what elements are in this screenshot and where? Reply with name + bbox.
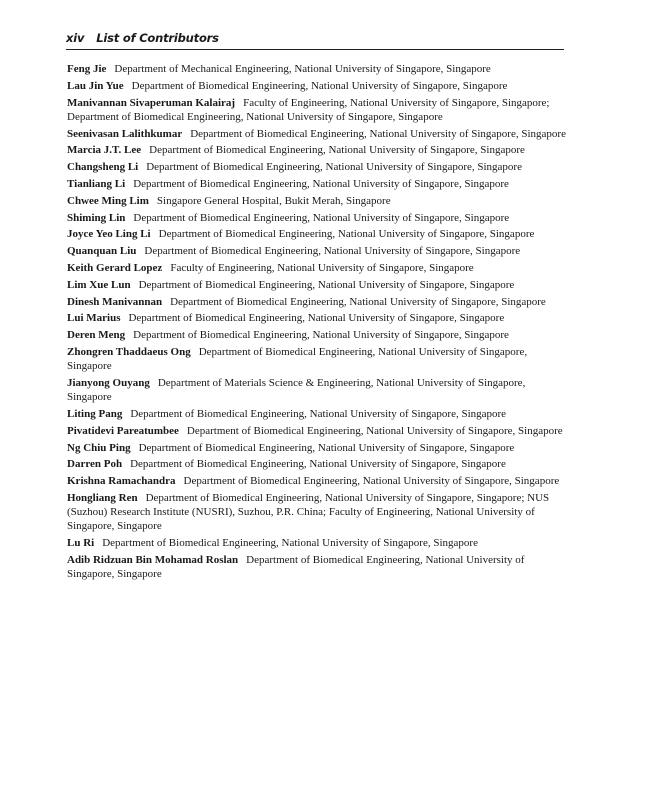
contributor-entry [67, 143, 567, 157]
contributor-entry [67, 536, 567, 550]
contributor-entry [67, 295, 567, 309]
contributor-name: Lui Marius [67, 312, 121, 325]
page-number: xiv [66, 31, 85, 45]
contributor-affiliation: Department of Biomedical Engineering, National University of Singapore, Singapore [130, 407, 507, 420]
contributor-entry [67, 553, 567, 581]
contributor-name: Lau Jin Yue [67, 79, 124, 92]
contributor-entry [67, 278, 567, 292]
contributor-name: Quanquan Liu [67, 245, 137, 258]
contributor-name: Darren Poh [67, 458, 123, 471]
contributor-name: Joyce Yeo Ling Li [67, 228, 151, 241]
contributor-entry [67, 474, 567, 488]
contributor-affiliation: Department of Materials Science & Engineering, National University of Singapore, Singapore [67, 376, 526, 404]
contributor-affiliation: Department of Mechanical Engineering, National University of Singapore, Singapore [114, 63, 491, 75]
contributor-affiliation: Department of Biomedical Engineering, National University of Singapore, Singapore [144, 245, 521, 258]
contributor-name: Zhongren Thaddaeus Ong [67, 345, 191, 358]
contributor-name: Lu Ri [67, 537, 95, 550]
contributor-entry [67, 424, 567, 438]
contributor-entry [67, 407, 567, 421]
contributor-affiliation: Department of Biomedical Engineering, National University of Singapore, Singapore [67, 553, 525, 581]
contributor-entry [67, 227, 567, 241]
contributor-affiliation: Singapore General Hospital, Bukit Merah, Singapore [156, 194, 391, 207]
contributor-affiliation: Department of Biomedical Engineering, National University of Singapore, Singapore [128, 312, 505, 325]
contributor-entry [67, 244, 567, 258]
contributor-affiliation: Department of Biomedical Engineering, National University of Singapore, Singapore [131, 79, 508, 92]
contributor-affiliation: Department of Biomedical Engineering, National University of Singapore, Singapore [149, 144, 525, 157]
contributor-affiliation: Department of Biomedical Engineering, National University of Singapore, Singapore [183, 475, 560, 488]
contributor-name: Liting Pang [67, 407, 123, 420]
contributor-entry [67, 311, 567, 325]
contributor-name: Hongliang Ren [67, 491, 138, 504]
contributor-name: Lim Xue Lun [67, 278, 131, 291]
contributor-entry [67, 345, 567, 373]
contributor-entry [67, 457, 567, 471]
contributor-affiliation: Department of Biomedical Engineering, National University of Singapore, Singapore [133, 177, 509, 190]
contributor-name: Marcia J.T. Lee [67, 144, 142, 157]
header-rule [66, 49, 564, 50]
contributor-entry [67, 62, 567, 76]
contributor-entry [67, 211, 567, 225]
contributor-affiliation: Department of Biomedical Engineering, National University of Singapore, Singapore [102, 537, 478, 550]
contributor-name: Manivannan Sivaperuman Kalairaj [67, 96, 236, 109]
contributor-entry [67, 96, 567, 124]
contributor-name: Ng Chiu Ping [67, 441, 131, 454]
contributor-name: Adib Ridzuan Bin Mohamad Roslan [67, 553, 239, 566]
contributor-entry [67, 79, 567, 93]
contributor-entry [67, 194, 567, 208]
contributor-affiliation: Department of Biomedical Engineering, National University of Singapore, Singapore [158, 228, 535, 241]
contributor-name: Keith Gerard Lopez [67, 261, 163, 274]
contributor-name: Krishna Ramachandra [67, 475, 176, 488]
running-head [66, 31, 564, 45]
contributor-name: Deren Meng [67, 329, 126, 342]
contributor-list [67, 62, 567, 584]
contributor-entry [67, 177, 567, 191]
contributor-entry [67, 127, 567, 141]
contributor-entry [67, 261, 567, 275]
contributor-name: Seenivasan Lalithkumar [67, 127, 183, 140]
contributor-name: Tianliang Li [67, 177, 126, 190]
contributor-name: Jianyong Ouyang [67, 376, 150, 389]
contributor-affiliation: Department of Biomedical Engineering, National University of Singapore, Singapore [138, 278, 515, 291]
contributor-entry [67, 376, 567, 404]
contributor-name: Chwee Ming Lim [67, 194, 149, 207]
contributor-entry [67, 160, 567, 174]
contributor-name: Changsheng Li [67, 161, 139, 174]
contributor-affiliation: Faculty of Engineering, National University of Singapore, Singapore [170, 261, 474, 274]
contributor-affiliation: Department of Biomedical Engineering, National University of Singapore, Singapore [133, 329, 509, 342]
contributor-affiliation: Department of Biomedical Engineering, National University of Singapore, Singapore [146, 161, 522, 174]
contributor-entry [67, 328, 567, 342]
contributor-affiliation: Department of Biomedical Engineering, National University of Singapore, Singapore [133, 211, 510, 224]
contributor-affiliation: Faculty of Engineering, National University of Singapore, Singapore; Department of Biomedical Engineering, National University of Singapore, Singapore [67, 96, 550, 123]
contributor-affiliation: Department of Biomedical Engineering, National University of Singapore, Singapore [67, 345, 528, 373]
contributor-affiliation: Department of Biomedical Engineering, National University of Singapore, Singapore [130, 458, 506, 471]
contributor-entry [67, 491, 567, 534]
page-title: List of Contributors [96, 31, 219, 45]
contributor-affiliation: Department of Biomedical Engineering, National University of Singapore, Singapore [186, 424, 563, 437]
contributor-entry [67, 441, 567, 455]
contributor-name: Dinesh Manivannan [67, 295, 163, 308]
contributor-name: Feng Jie [67, 63, 107, 75]
contributor-affiliation: Department of Biomedical Engineering, National University of Singapore, Singapore [170, 295, 546, 308]
contributor-affiliation: Department of Biomedical Engineering, National University of Singapore, Singapore [138, 441, 515, 454]
contributor-affiliation: Department of Biomedical Engineering, National University of Singapore, Singapore; NUS (Suzhou) Research Institute (NUSRI), Suzhou, P.R. China; Faculty of Engineering, National University of Singapore, Singapore [67, 491, 550, 533]
contributor-name: Pivatidevi Pareatumbee [67, 424, 179, 437]
contributor-name: Shiming Lin [67, 211, 126, 224]
contributor-affiliation: Department of Biomedical Engineering, National University of Singapore, Singapore [190, 127, 566, 140]
